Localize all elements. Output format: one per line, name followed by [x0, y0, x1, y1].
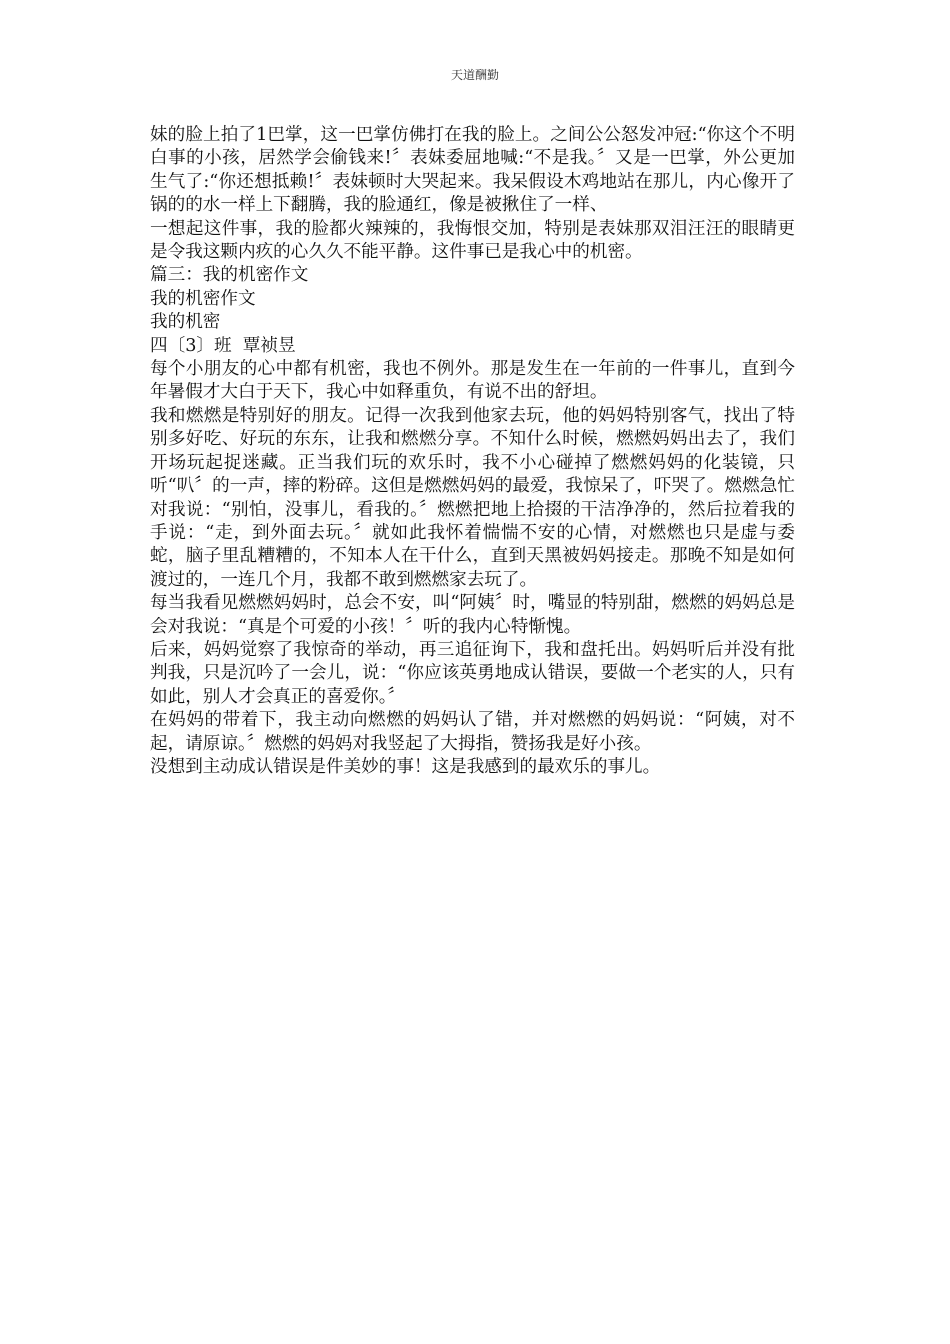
paragraph-apology: 在妈妈的带着下，我主动向燃燃的妈妈认了错，并对燃燃的妈妈说：“阿姨，对不起，请原谅。〞燃燃的妈妈对我竖起了大拇指，赞扬我是好小孩。 — [150, 710, 795, 754]
document-body — [150, 124, 795, 779]
paragraph-regret: 一想起这件事，我的脸都火辣辣的，我悔恨交加，特别是表妹那双泪汪汪的眼睛更是令我这颗内疚的心久久不能平静。这件事已是我心中的机密。 — [150, 218, 795, 263]
paragraph-guilt: 每当我看见燃燃妈妈时，总会不安，叫“阿姨〞时，嘴显的特别甜，燃燃的妈妈总是会对我说：“真是个可爱的小孩！〞听的我内心特惭愧。 — [150, 593, 795, 637]
section-heading: 篇三：我的机密作文 — [150, 265, 309, 286]
author-line: 四〔3〕班 覃祯昱 — [150, 335, 296, 356]
paragraph-conclusion: 没想到主动成认错误是件美妙的事！这是我感到的最欢乐的事儿。 — [150, 756, 661, 777]
page-header: 天道酬勤 — [450, 68, 499, 82]
paragraph-intro: 每个小朋友的心中都有机密，我也不例外。那是发生在一年前的一件事儿，直到今年暑假才大白于天下，我心中如释重负，有说不出的舒坦。 — [150, 359, 795, 403]
essay-subtitle: 我的机密 — [150, 312, 221, 333]
paragraph-story-ending: 妹的脸上拍了1巴掌，这一巴掌仿佛打在我的脸上。之间公公怒发冲冠:“你这个不明白事的小孩，居然学会偷钱来!〞表妹委屈地喊:“不是我。〞又是一巴掌，外公更加生气了:“你还想抵赖!〞表妹顿时大哭起来。我呆假设木鸡地站在那儿，内心像开了锅的的水一样上下翻腾，我的脸通红，像是被揪住了一样、 — [150, 125, 795, 216]
paragraph-incident: 我和燃燃是特别好的朋友。记得一次我到他家去玩，他的妈妈特别客气，找出了特别多好吃、好玩的东东，让我和燃燃分享。不知什么时候，燃燃妈妈出去了，我们开场玩起捉迷藏。正当我们玩的欢乐时，我不小心碰掉了燃燃妈妈的化装镜，只听“叭〞的一声，摔的粉碎。这但是燃燃妈妈的最爱，我惊呆了，吓哭了。燃燃急忙对我说：“别怕，没事儿，看我的。〞燃燃把地上拾掇的干洁净净的，然后拉着我的手说：“走，到外面去玩。〞就如此我怀着惴惴不安的心情，对燃燃也只是虚与委蛇，脑子里乱糟糟的，不知本人在干什么，直到天黑被妈妈接走。那晚不知是如何渡过的，一连几个月，我都不敢到燃燃家去玩了。 — [150, 405, 795, 590]
essay-title: 我的机密作文 — [150, 288, 256, 309]
paragraph-confession: 后来，妈妈觉察了我惊奇的举动，再三追征询下，我和盘托出。妈妈听后并没有批判我，只是沉吟了一会儿，说：“你应该英勇地成认错误，要做一个老实的人，只有如此，别人才会真正的喜爱你。〞 — [150, 639, 795, 707]
